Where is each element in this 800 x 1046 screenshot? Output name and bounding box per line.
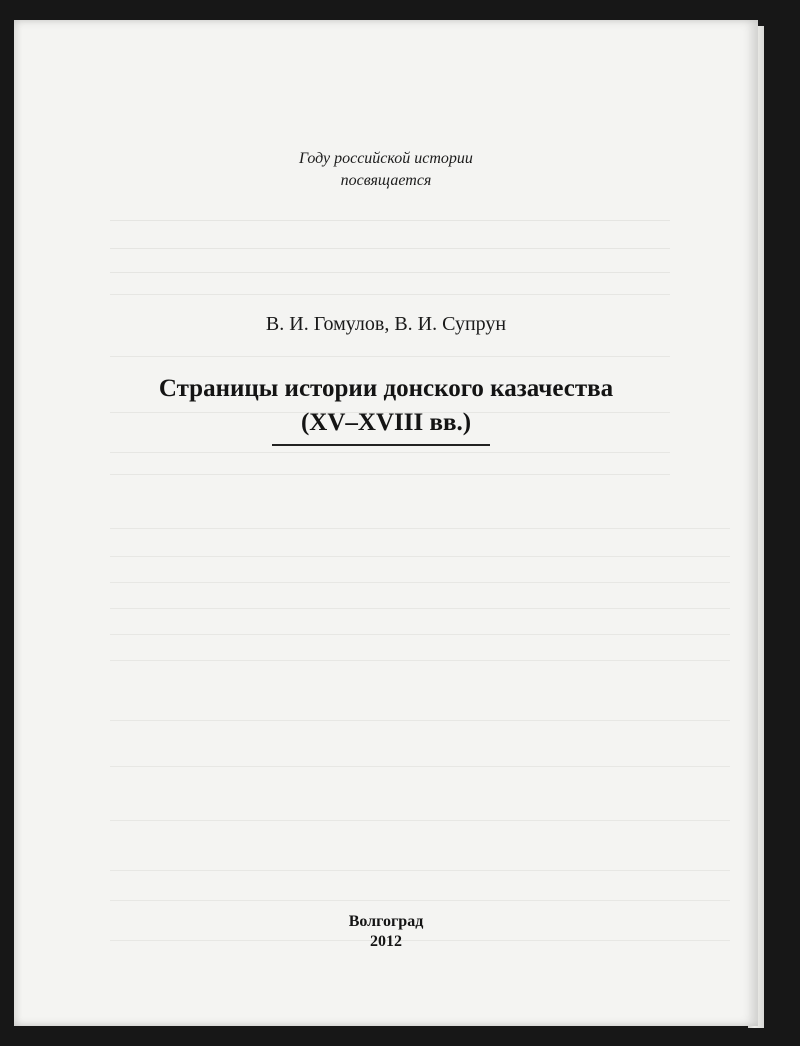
- dedication-line-2: посвящается: [340, 172, 432, 189]
- title-underline: [272, 444, 490, 446]
- book-title: [14, 372, 758, 440]
- title-page: [14, 20, 758, 1026]
- dedication-line-1: Году российской истории: [299, 150, 473, 167]
- title-line-1: Страницы истории донского казачества: [158, 375, 614, 402]
- publication-city: Волгоград: [348, 913, 424, 930]
- title-line-2: (XV–XVIII вв.): [300, 409, 472, 436]
- authors: В. И. Гомулов, В. И. Супрун: [265, 313, 507, 335]
- dedication: [14, 148, 758, 192]
- publication-year: 2012: [370, 933, 402, 950]
- imprint: [14, 912, 758, 952]
